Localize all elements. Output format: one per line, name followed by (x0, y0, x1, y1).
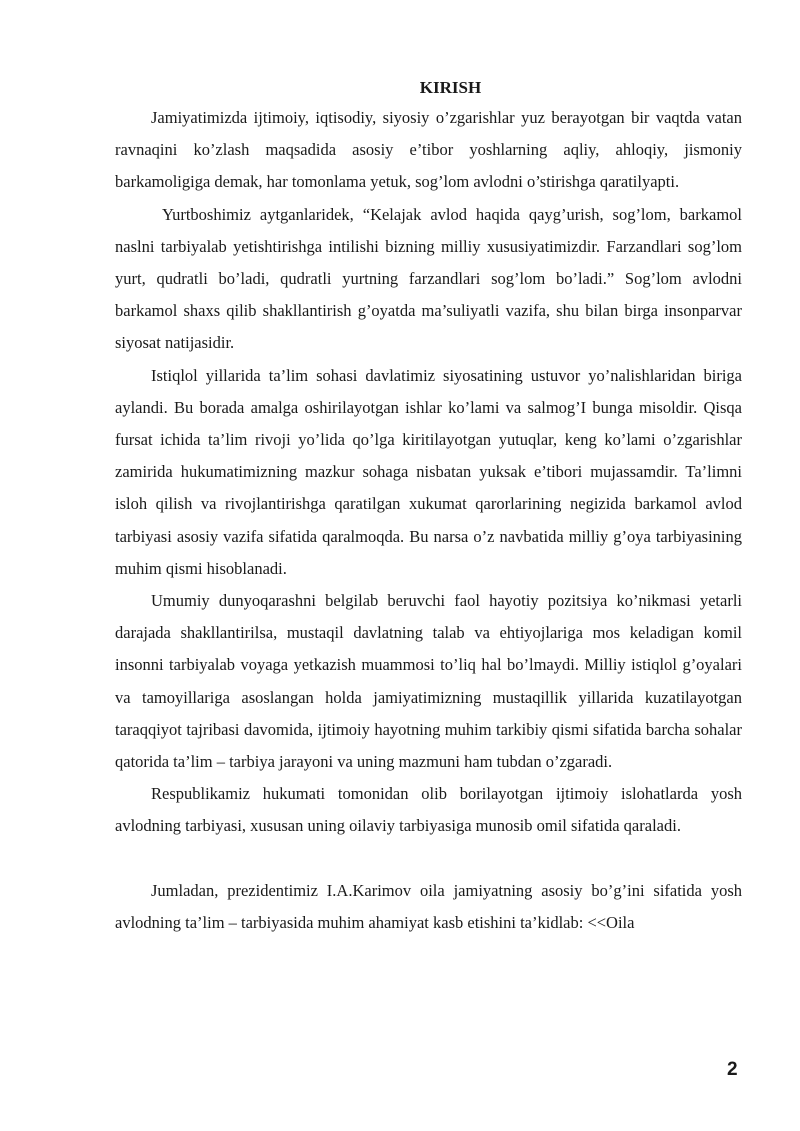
paragraph-1: Jamiyatimizda ijtimoiy, iqtisodiy, siyosiy o’zgarishlar yuz berayotgan bir vaqtda vatan ravnaqini ko’zlash maqsadida asosiy e’tibor yoshlarning aqliy, ahloqiy, jismoniy barkamoligiga demak, har tomonlama yetuk, sog’lom avlodni o’stirishga qaratilyapti. (115, 108, 742, 192)
paragraph-3: Istiqlol yillarida ta’lim sohasi davlatimiz siyosatining ustuvor yo’nalishlaridan biriga aylandi. Bu borada amalga oshirilayotgan ishlar ko’lami va salmog’I bunga misoldir. Qisqa fursat ichida ta’lim rivoji yo’lida qo’lga kiritilayotgan yutuqlar, keng ko’lami o’zgarishlar zamirida hukumatimizning mazkur sohaga nisbatan yuksak e’tibori mujassamdir. Ta’limni isloh qilish va rivojlantirishga qaratilgan xukumat qarorlarining negizida barkamol avlod tarbiyasi asosiy vazifa sifatida qaralmoqda. Bu narsa o’z navbatida milliy g’oya tarbiyasining muhim qismi hisoblanadi. (115, 365, 742, 578)
document-heading: KIRISH (419, 78, 482, 97)
paragraph-6: Jumladan, prezidentimiz I.A.Karimov oila jamiyatning asosiy bo’g’ini sifatida yosh avlodning ta’lim – tarbiyasida muhim ahamiyat kasb etishini ta’kidlab: <<Oila (115, 880, 742, 932)
page-number: 2 (727, 1059, 738, 1080)
paragraph-5: Respublikamiz hukumati tomonidan olib borilayotgan ijtimoiy islohatlarda yosh avlodning tarbiyasi, xususan uning oilaviy tarbiyasiga munosib omil sifatida qaraladi. (115, 784, 742, 836)
document-page (115, 74, 742, 939)
paragraph-2: Yurtboshimiz aytganlaridek, “Kelajak avlod haqida qayg’urish, sog’lom, barkamol naslni tarbiyalab yetishtirishga intilishi bizning milliy xususiyatimizdir. Farzandlari sog’lom yurt, qudratli bo’ladi, qudratli yurtning farzandlari sog’lom bo’ladi.” Sog’lom avlodni barkamol shaxs qilib shakllantirish g’oyatda ma’suliyatli vazifa, shu bilan birga insonparvar siyosat natijasidir. (115, 204, 742, 353)
paragraph-4: Umumiy dunyoqarashni belgilab beruvchi faol hayotiy pozitsiya ko’nikmasi yetarli darajada shakllantirilsa, mustaqil davlatning talab va ehtiyojlariga mos keladigan komil insonni tarbiyalab voyaga yetkazish muammosi to’liq hal bo’lmaydi. Milliy istiqlol g’oyalari va tamoyillariga asoslangan holda jamiyatimizning mustaqillik yillarida kuzatilayotgan taraqqiyot tajribasi davomida, ijtimoiy hayotning muhim tarkibiy qismi sifatida barcha sohalar qatorida ta’lim – tarbiya jarayoni va uning mazmuni ham tubdan o’zgaradi. (115, 591, 742, 772)
